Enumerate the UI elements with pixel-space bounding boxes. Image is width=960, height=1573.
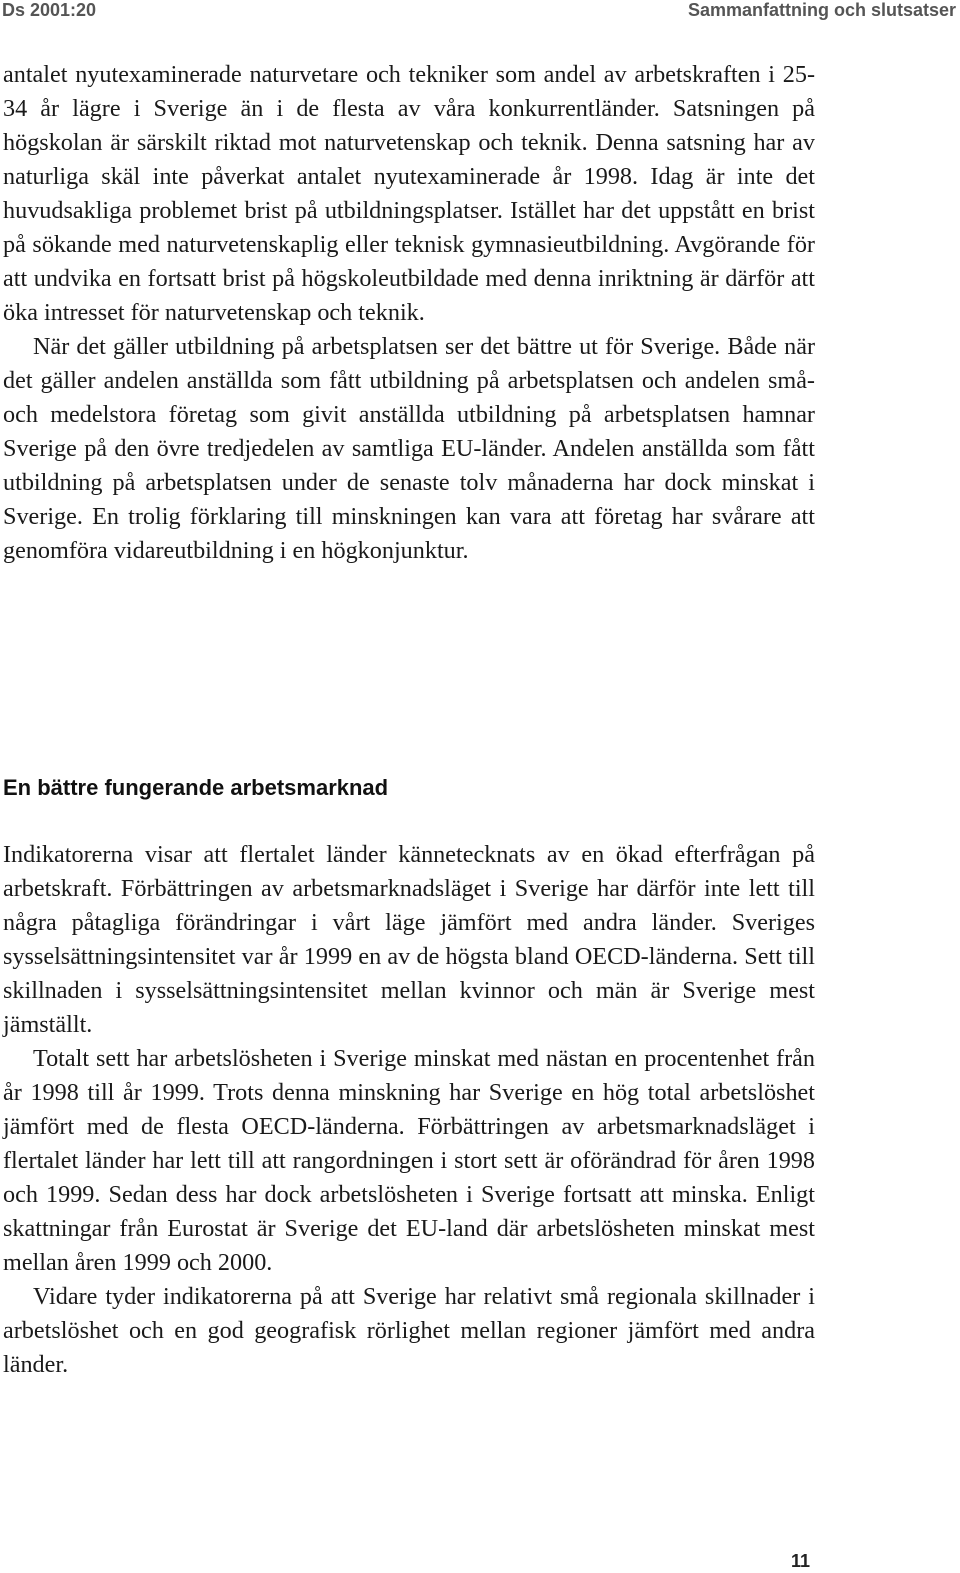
chapter-title: Sammanfattning och slutsatser	[687, 0, 956, 20]
running-header	[0, 0, 960, 24]
document-id: Ds 2001:20	[2, 0, 97, 20]
paragraph: När det gäller utbildning på arbetsplatsen ser det bättre ut för Sverige. Både när det gäller andelen anställda som fått utbildning på arbetsplatsen och andelen små- och medelstora företag som givit anställda utbildning på arbetsplatsen hamnar Sverige på den övre tredjedelen av samtliga EU-länder. Andelen anställda som fått utbildning på arbetsplatsen under de senaste tolv månaderna har dock minskat i Sverige. En trolig förklaring till minskningen kan vara att företag har svårare att genomföra vidareutbildning i en högkonjunktur.	[3, 333, 815, 564]
paragraph: Vidare tyder indikatorerna på att Sverige har relativt små regionala skillnader i arbetslöshet och en god geografisk rörlighet mellan regioner jämfört med andra länder.	[3, 1283, 815, 1378]
paragraph: Totalt sett har arbetslösheten i Sverige minskat med nästan en procentenhet från år 1998 till år 1999. Trots denna minskning har Sverige en hög total arbetslöshet jämfört med de flesta OECD-länderna. Förbättringen av arbetsmarknadsläget i flertalet länder har lett till att rangordningen i stort sett är oförändrad för åren 1998 och 1999. Sedan dess har dock arbetslösheten i Sverige fortsatt att minska. Enligt skattningar från Eurostat är Sverige det EU-land där arbetslösheten minskat mest mellan åren 1999 och 2000.	[3, 1045, 815, 1276]
paragraph: Indikatorerna visar att flertalet länder kännetecknats av en ökad efterfrågan på arbetskraft. Förbättringen av arbetsmarknadsläget i Sverige har därför inte lett till några påtagliga förändringar i vårt läge jämfört med andra länder. Sveriges sysselsättningsintensitet var år 1999 en av de högsta bland OECD-länderna. Sett till skillnaden i sysselsättningsintensitet mellan kvinnor och män är Sverige mest jämställt.	[3, 841, 815, 1038]
section-heading: En bättre fungerande arbetsmarknad	[3, 775, 389, 800]
body-text-section-2	[3, 838, 815, 1382]
body-text-section-1	[3, 58, 815, 568]
page-number: 11	[791, 1551, 811, 1571]
paragraph: antalet nyutexaminerade naturvetare och tekniker som andel av arbetskraften i 25-34 år lägre i Sverige än i de flesta av våra konkurrentländer. Satsningen på högskolan är särskilt riktad mot naturvetenskap och teknik. Denna satsning har av naturliga skäl inte påverkat antalet nyutexaminerade år 1998. Idag är inte det huvudsakliga problemet brist på utbildningsplatser. Istället har det uppstått en brist på sökande med naturvetenskaplig eller teknisk gymnasieutbildning. Avgörande för att undvika en fortsatt brist på högskoleutbildade med denna inriktning är därför att öka intresset för naturvetenskap och teknik.	[3, 61, 815, 326]
